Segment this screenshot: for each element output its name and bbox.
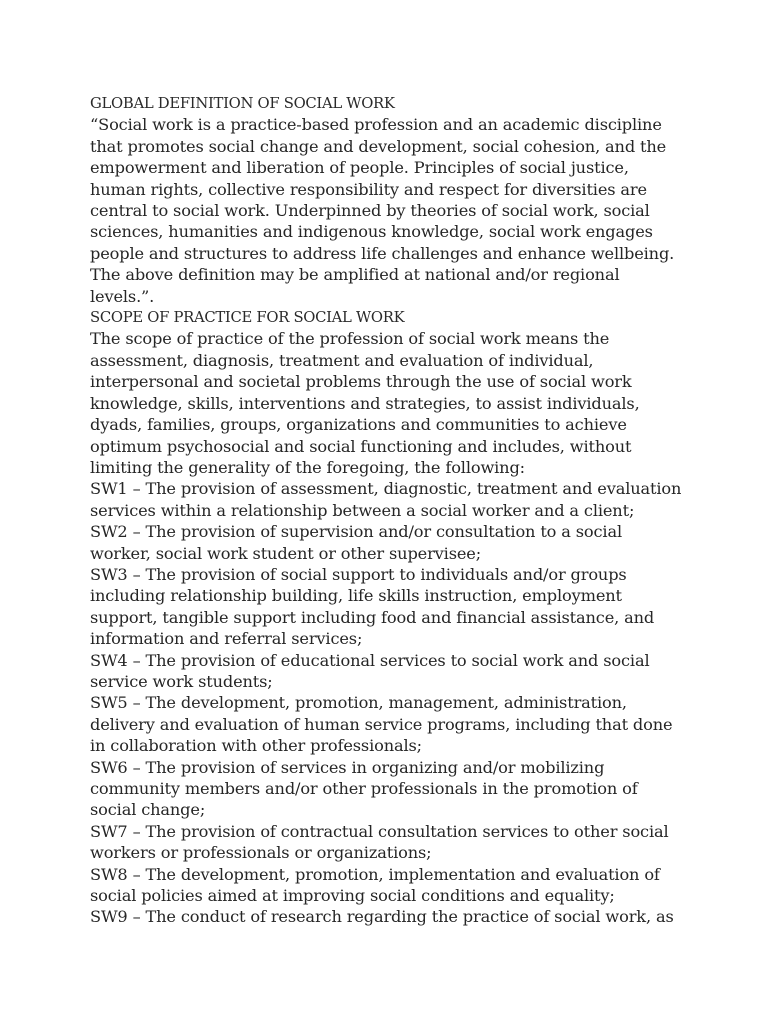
sw4-item bbox=[90, 650, 696, 693]
text-line: delivery and evaluation of human service programs, including that done bbox=[90, 714, 673, 734]
sw3-item bbox=[90, 564, 696, 650]
text-line: dyads, families, groups, organizations and communities to achieve bbox=[90, 415, 627, 435]
text-line: social policies aimed at improving social conditions and equality; bbox=[90, 886, 615, 906]
text-line: sciences, humanities and indigenous knowledge, social work engages bbox=[90, 222, 653, 242]
text-line: SW1 – The provision of assessment, diagnostic, treatment and evaluation bbox=[90, 479, 682, 499]
sw5-item bbox=[90, 692, 696, 756]
text-line: SW9 – The conduct of research regarding the practice of social work, as bbox=[90, 907, 674, 927]
text-line: The above definition may be amplified at national and/or regional bbox=[90, 265, 620, 285]
text-line: worker, social work student or other supervisee; bbox=[90, 543, 482, 563]
definition-paragraph bbox=[90, 114, 696, 307]
text-line: levels.”. bbox=[90, 286, 155, 306]
text-line: central to social work. Underpinned by theories of social work, social bbox=[90, 201, 650, 221]
text-line: knowledge, skills, interventions and strategies, to assist individuals, bbox=[90, 393, 640, 413]
scope-paragraph bbox=[90, 328, 696, 478]
sw1-item bbox=[90, 478, 696, 521]
document-body bbox=[90, 93, 696, 928]
text-line: The scope of practice of the profession of social work means the bbox=[90, 329, 610, 349]
text-line: human rights, collective responsibility and respect for diversities are bbox=[90, 179, 647, 199]
text-line: empowerment and liberation of people. Principles of social justice, bbox=[90, 158, 629, 178]
text-line: assessment, diagnosis, treatment and evaluation of individual, bbox=[90, 350, 594, 370]
text-line: services within a relationship between a social worker and a client; bbox=[90, 500, 635, 520]
text-line: service work students; bbox=[90, 671, 273, 691]
text-line: community members and/or other professionals in the promotion of bbox=[90, 779, 638, 798]
text-line: SW5 – The development, promotion, management, administration, bbox=[90, 693, 627, 713]
sw9-item bbox=[90, 906, 696, 927]
sw7-item bbox=[90, 821, 696, 864]
text-line: people and structures to address life challenges and enhance wellbeing. bbox=[90, 243, 675, 263]
text-line: including relationship building, life skills instruction, employment bbox=[90, 586, 622, 606]
text-line: social change; bbox=[90, 800, 206, 820]
text-line: support, tangible support including food and financial assistance, and bbox=[90, 607, 655, 627]
text-line: in collaboration with other professionals; bbox=[90, 736, 422, 756]
text-line: SW4 – The provision of educational services to social work and social bbox=[90, 650, 650, 670]
text-line: workers or professionals or organizations; bbox=[90, 843, 432, 863]
text-line: SW3 – The provision of social support to individuals and/or groups bbox=[90, 564, 627, 584]
text-line: optimum psychosocial and social functioning and includes, without bbox=[90, 436, 632, 456]
text-line: that promotes social change and development, social cohesion, and the bbox=[90, 136, 667, 156]
text-line: information and referral services; bbox=[90, 629, 363, 649]
text-line: SW2 – The provision of supervision and/or consultation to a social bbox=[90, 522, 622, 542]
sw6-item bbox=[90, 757, 696, 821]
text-line: interpersonal and societal problems through the use of social work bbox=[90, 372, 632, 392]
text-line: SW6 – The provision of services in organizing and/or mobilizing bbox=[90, 757, 605, 777]
sw8-item bbox=[90, 864, 696, 907]
sw2-item bbox=[90, 521, 696, 564]
text-line: SW7 – The provision of contractual consultation services to other social bbox=[90, 821, 669, 841]
section-heading-scope-of-practice: SCOPE OF PRACTICE FOR SOCIAL WORK bbox=[90, 309, 405, 327]
text-line: “Social work is a practice-based profession and an academic discipline bbox=[90, 115, 662, 135]
section-heading-global-definition: GLOBAL DEFINITION OF SOCIAL WORK bbox=[90, 95, 395, 112]
text-line: limiting the generality of the foregoing, the following: bbox=[90, 457, 525, 477]
text-line: SW8 – The development, promotion, implementation and evaluation of bbox=[90, 864, 660, 884]
